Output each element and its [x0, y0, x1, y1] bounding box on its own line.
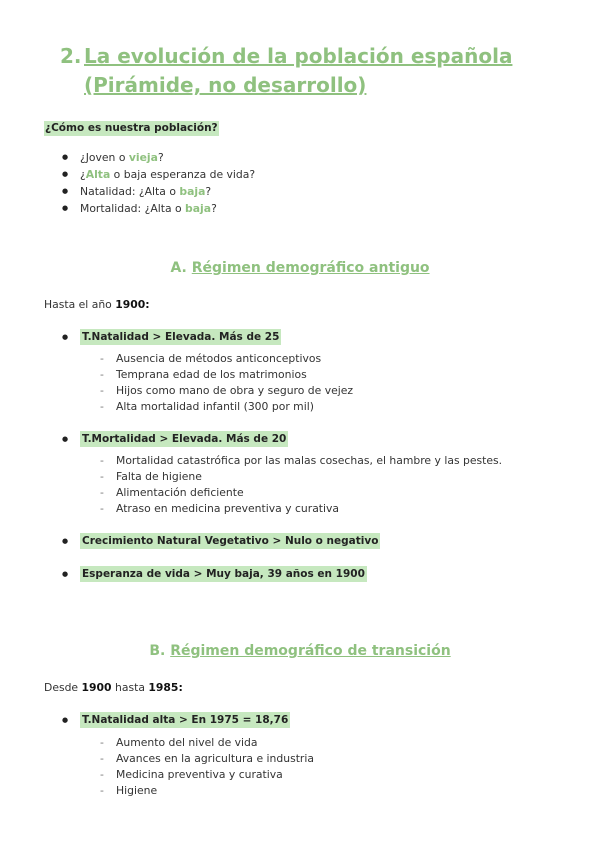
- transicion-natalidad-causes: [100, 735, 314, 799]
- section-a-heading: [0, 260, 600, 276]
- title-number: 2.: [60, 44, 82, 68]
- page-title: [60, 42, 540, 100]
- list-item: - Temprana edad de los matrimonios: [100, 367, 353, 383]
- bullet-dot: ●: [62, 333, 69, 341]
- section-a-letter: A.: [170, 260, 187, 276]
- title-line-1: La evolución de la población española: [84, 44, 513, 68]
- mortalidad-label: T.Mortalidad > Elevada. Más de 20: [82, 433, 287, 445]
- list-item: - Hijos como mano de obra y seguro de vejez: [100, 383, 353, 399]
- question-item: ● ¿Alta o baja esperanza de vida?: [62, 166, 255, 183]
- section-a-intro: Hasta el año 1900:: [44, 298, 150, 311]
- esperanza-label: Esperanza de vida > Muy baja, 39 años en 1900: [82, 568, 365, 580]
- section-b-letter: B.: [149, 643, 166, 659]
- list-item: - Atraso en medicina preventiva y curativa: [100, 501, 502, 517]
- question-item: ● Natalidad: ¿Alta o baja?: [62, 183, 255, 200]
- list-item: - Alta mortalidad infantil (300 por mil): [100, 399, 353, 415]
- list-item: - Medicina preventiva y curativa: [100, 767, 314, 783]
- list-item: - Aumento del nivel de vida: [100, 735, 314, 751]
- natalidad-causes: [100, 351, 353, 415]
- list-item: - Higiene: [100, 783, 314, 799]
- list-item: - Falta de higiene: [100, 469, 502, 485]
- question-heading: ¿Cómo es nuestra población?: [45, 122, 218, 134]
- title-line-2: (Pirámide, no desarrollo): [84, 73, 367, 97]
- list-item: - Ausencia de métodos anticonceptivos: [100, 351, 353, 367]
- section-b-intro: Desde 1900 hasta 1985:: [44, 681, 183, 694]
- list-item: - Mortalidad catastrófica por las malas cosechas, el hambre y las pestes.: [100, 453, 502, 469]
- transicion-natalidad-label: T.Natalidad alta > En 1975 = 18,76: [82, 714, 289, 726]
- question-item: ● Mortalidad: ¿Alta o baja?: [62, 200, 255, 217]
- list-item: - Alimentación deficiente: [100, 485, 502, 501]
- bullet-dot: ●: [62, 537, 69, 545]
- bullet-dot: ●: [62, 435, 69, 443]
- section-b-title: Régimen demográfico de transición: [170, 643, 451, 659]
- mortalidad-causes: [100, 453, 502, 517]
- bullet-dot: ●: [62, 570, 69, 578]
- list-item: - Avances en la agricultura e industria: [100, 751, 314, 767]
- crecimiento-label: Crecimiento Natural Vegetativo > Nulo o negativo: [82, 535, 379, 547]
- section-a-title: Régimen demográfico antiguo: [191, 260, 430, 276]
- question-item: ● ¿Joven o vieja?: [62, 149, 255, 166]
- natalidad-label: T.Natalidad > Elevada. Más de 25: [82, 331, 280, 343]
- bullet-dot: ●: [62, 716, 69, 724]
- section-b-heading: [0, 643, 600, 659]
- question-list: [62, 149, 255, 217]
